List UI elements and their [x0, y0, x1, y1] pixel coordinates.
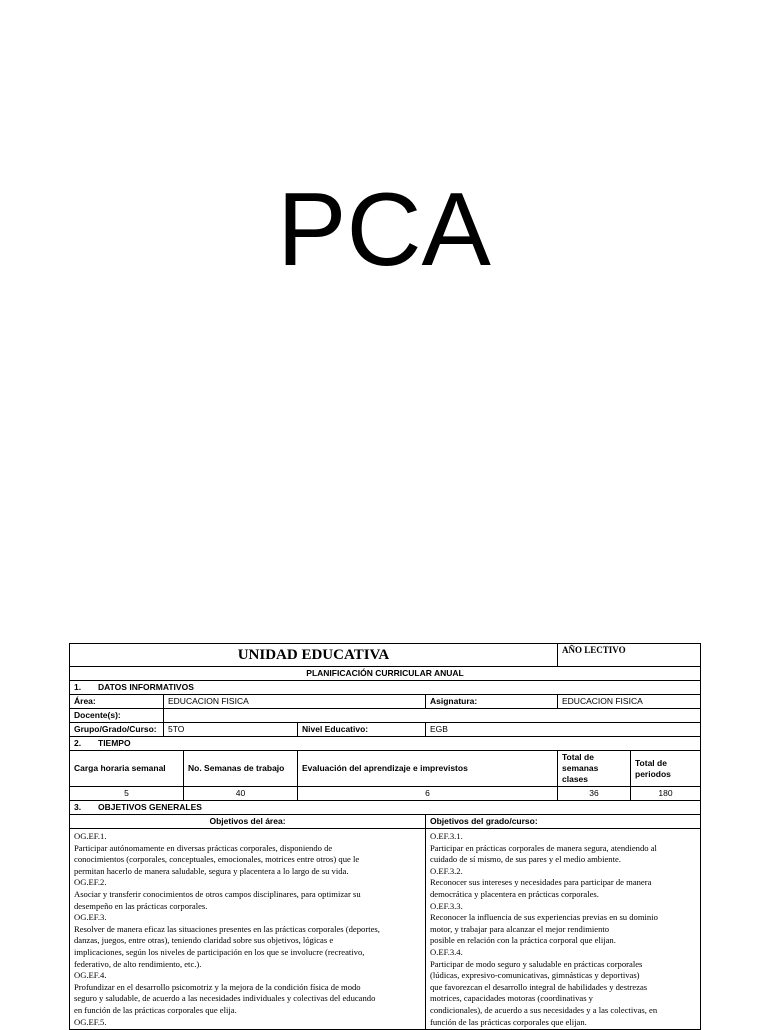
- group-label: Grupo/Grado/Curso:: [70, 723, 164, 737]
- evaluation-value[interactable]: 6: [298, 787, 558, 801]
- area-objective-line: OG.EF.1.: [74, 831, 107, 841]
- area-objective-line: en función de las prácticas corporales que elija.: [74, 1004, 237, 1015]
- group-value[interactable]: 5TO: [164, 723, 298, 737]
- level-value[interactable]: EGB: [426, 723, 701, 737]
- plan-title-row: [70, 667, 701, 681]
- work-weeks-value[interactable]: 40: [184, 787, 298, 801]
- section-2-number: 2.: [74, 738, 82, 748]
- area-objectives-text: [70, 829, 426, 1030]
- area-objective-line: OG.EF.3.: [74, 912, 107, 923]
- total-weeks-value[interactable]: 36: [558, 787, 631, 801]
- work-weeks-header: No. Semanas de trabajo: [184, 751, 298, 787]
- area-objective-line: OG.EF.2.: [74, 877, 107, 888]
- area-objective-line: conocimientos (corporales, conceptuales, emocionales, motrices entre otros) que le: [74, 854, 360, 865]
- header-row: [70, 644, 701, 667]
- section-2-heading: [70, 737, 701, 751]
- grade-objective-line: motor, y trabajar para alcanzar el mejor rendimiento: [430, 923, 610, 934]
- section-3-title: OBJETIVOS GENERALES: [98, 802, 202, 812]
- teacher-label: Docente(s):: [70, 709, 164, 723]
- section-1-title: DATOS INFORMATIVOS: [98, 682, 194, 692]
- total-periods-header: Total de periodos: [631, 751, 701, 787]
- area-label: Área:: [70, 695, 164, 709]
- grade-objective-line: Participar de modo seguro y saludable en prácticas corporales: [430, 958, 643, 969]
- area-objective-line: Profundizar en el desarrollo psicomotriz y la mejora de la condición física de modo: [74, 981, 361, 992]
- time-header-row: [70, 751, 701, 787]
- grade-objective-line: democrática y placentera en prácticas corporales.: [430, 888, 599, 899]
- grade-objective-line: condicionales), de acuerdo a sus necesidades y a las colectivas, en: [430, 1004, 658, 1015]
- grade-objective-line: posible en relación con la práctica corporal que elijan.: [430, 935, 616, 946]
- area-row: [70, 695, 701, 709]
- grade-objective-line: Reconocer la influencia de sus experiencias previas en su dominio: [430, 912, 658, 923]
- grade-objective-line: O.EF.3.4.: [430, 946, 463, 957]
- evaluation-header: Evaluación del aprendizaje e imprevistos: [298, 751, 558, 787]
- grade-objectives-text: [426, 829, 701, 1030]
- plan-title: PLANIFICACIÓN CURRICULAR ANUAL: [70, 667, 701, 681]
- time-values-row: [70, 787, 701, 801]
- objectives-header-row: [70, 815, 701, 829]
- total-weeks-header: Total de semanas clases: [558, 751, 631, 787]
- area-objective-line: OG.EF.4.: [74, 970, 107, 981]
- grade-objective-line: O.EF.3.2.: [430, 865, 463, 876]
- grade-objective-line: (lúdicas, expresivo-comunicativas, gimnásticas y deportivas): [430, 970, 640, 981]
- grade-objective-line: cuidado de sí mismo, de sus pares y el medio ambiente.: [430, 854, 621, 865]
- area-objective-line: Participar autónomamente en diversas prácticas corporales, disponiendo de: [74, 842, 333, 853]
- area-value[interactable]: EDUCACION FISICA: [164, 695, 426, 709]
- area-objective-line: federativo, de alto rendimiento, etc.).: [74, 958, 202, 969]
- section-3-heading: [70, 801, 701, 815]
- area-objective-line: permitan hacerlo de manera saludable, segura y placentera a lo largo de su vida.: [74, 865, 349, 876]
- grade-objective-line: O.EF.3.1.: [430, 831, 463, 841]
- teacher-row: [70, 709, 701, 723]
- curriculum-plan-document: [69, 643, 700, 1030]
- area-objective-line: seguro y saludable, de acuerdo a las necesidades individuales y colectivas del educando: [74, 993, 376, 1004]
- plan-table: [69, 643, 701, 1030]
- cover-title: PCA: [277, 172, 491, 288]
- section-1-heading: [70, 681, 701, 695]
- grade-objective-line: Participar en prácticas corporales de manera segura, atendiendo al: [430, 842, 657, 853]
- grade-objective-line: función de las prácticas corporales que elijan.: [430, 1016, 587, 1027]
- area-objective-line: Asociar y transferir conocimientos de otros campos disciplinares, para optimizar su: [74, 888, 361, 899]
- objectives-content-row: [70, 829, 701, 1030]
- subject-value[interactable]: EDUCACION FISICA: [558, 695, 701, 709]
- grade-objectives-header: Objetivos del grado/curso:: [426, 815, 701, 829]
- level-label: Nivel Educativo:: [298, 723, 426, 737]
- grade-objective-line: que favorezcan el desarrollo integral de habilidades y destrezas: [430, 981, 648, 992]
- section-1-number: 1.: [74, 682, 82, 692]
- area-objective-line: danzas, juegos, entre otras), teniendo claridad sobre sus objetivos, lógicas e: [74, 935, 334, 946]
- section-3-number: 3.: [74, 802, 82, 812]
- grade-objective-line: Reconocer sus intereses y necesidades para participar de manera: [430, 877, 652, 888]
- grade-objective-line: motrices, capacidades motoras (coordinativas y: [430, 993, 593, 1004]
- area-objective-line: implicaciones, según los niveles de participación en los que se involucre (recreativo,: [74, 946, 365, 957]
- group-row: [70, 723, 701, 737]
- area-objective-line: desempeño en las prácticas corporales.: [74, 900, 208, 911]
- total-periods-value[interactable]: 180: [631, 787, 701, 801]
- area-objective-line: OG.EF.5.: [74, 1016, 107, 1027]
- weekly-hours-header: Carga horaria semanal: [70, 751, 184, 787]
- grade-objective-line: O.EF.3.3.: [430, 900, 463, 911]
- weekly-hours-value[interactable]: 5: [70, 787, 184, 801]
- subject-label: Asignatura:: [426, 695, 558, 709]
- section-2-title: TIEMPO: [98, 738, 131, 748]
- area-objective-line: Resolver de manera eficaz las situaciones presentes en las prácticas corporales (deportes,: [74, 923, 380, 934]
- area-objectives-header: Objetivos del área:: [70, 815, 426, 829]
- school-year-label: AÑO LECTIVO: [558, 644, 701, 667]
- institution-name: UNIDAD EDUCATIVA: [70, 644, 558, 667]
- teacher-value[interactable]: [164, 709, 701, 723]
